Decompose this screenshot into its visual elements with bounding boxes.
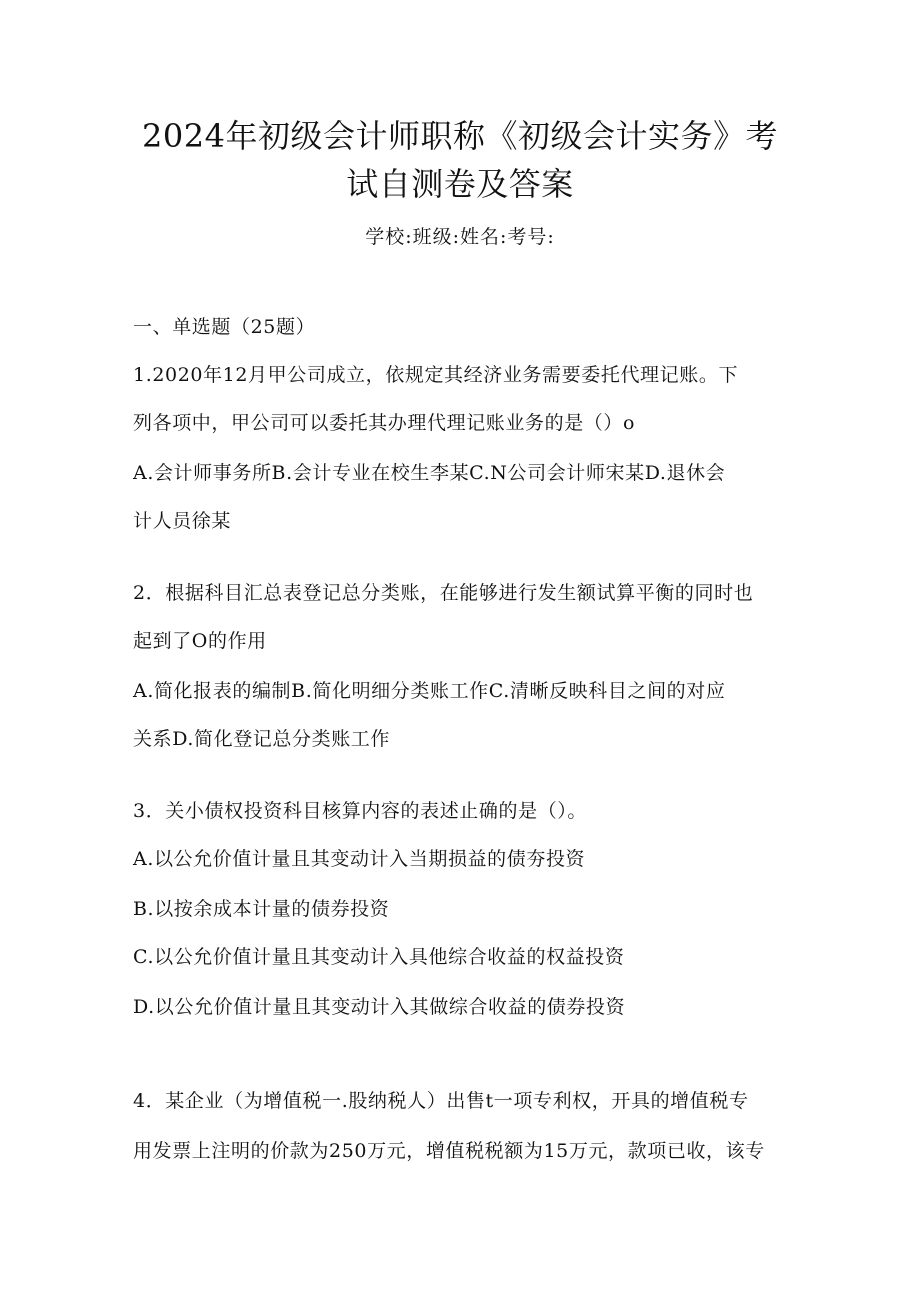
question-1-stem-line-2: 列各项中，甲公司可以委托其办理代理记账业务的是（）o [133,412,636,434]
question-3-stem: 3．关小债权投资科目核算内容的表述止确的是（）。 [133,800,587,822]
document-title-line-2: 试自测卷及答案 [346,165,574,203]
question-1-stem-line-1: 1.2020年12月甲公司成立，依规定其经济业务需要委托代理记账。下 [133,364,739,386]
question-2-stem-line-2: 起到了O的作用 [133,630,267,652]
question-1-options-line-1: A.会计师事务所B.会计专业在校生李某C.N公司会计师宋某D.退休会 [133,462,726,484]
question-3-option-c: C.以公允价值计量且其变动计入具他综合收益的权益投资 [133,946,625,968]
question-4-stem-line-2: 用发票上注明的价款为250万元，增值税税额为15万元，款项已收，该专 [133,1140,765,1162]
question-2-stem-line-1: 2．根据科目汇总表登记总分类账，在能够进行发生额试算平衡的同时也 [133,582,754,604]
question-3-option-b: B.以按余成本计量的债券投资 [133,898,390,920]
section-header: 一、单选题（25题） [133,316,316,338]
question-4-stem-line-1: 4．某企业（为增值税一.股纳税人）出售t一项专利权，开具的增值税专 [133,1090,749,1112]
question-1-options-line-2: 计人员徐某 [133,510,232,532]
question-2-options-line-1: A.简化报表的编制B.简化明细分类账工作C.清晰反映科目之间的对应 [133,680,726,702]
question-3-option-d: D.以公允价值计量且其变动计入其做综合收益的债券投资 [133,996,626,1018]
question-3-option-a: A.以公允价值计量且其变动计入当期损益的债夯投资 [133,848,586,870]
question-2-options-line-2: 关系D.简化登记总分类账工作 [133,728,390,750]
student-info-line: 学校:班级:姓名:考号: [365,226,555,248]
document-title-line-1: 2024年初级会计师职称《初级会计实务》考 [142,117,778,155]
